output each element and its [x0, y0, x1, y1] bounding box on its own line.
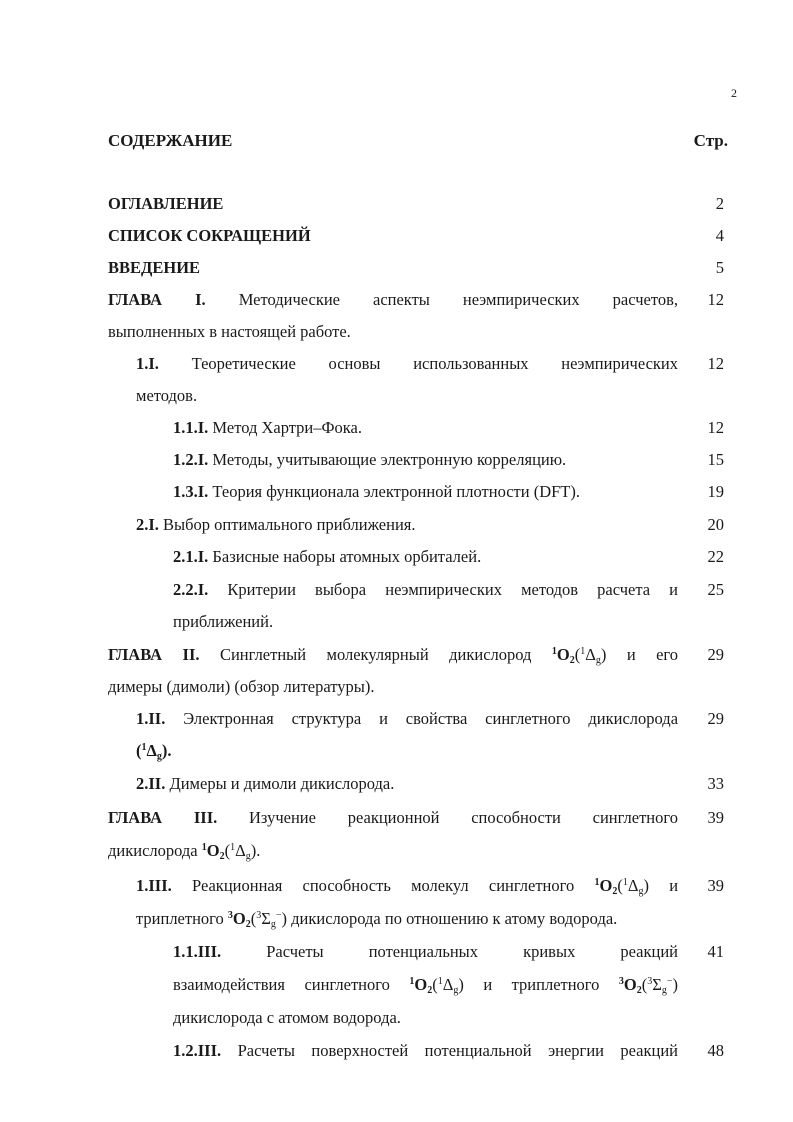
entry-text-continuation	[108, 835, 678, 868]
formula-singlet-o2: $^1O_2(^1\Delta_g)$	[409, 975, 464, 996]
entry-text-continuation	[136, 903, 678, 936]
entry-number: 2.1.I.	[173, 547, 209, 566]
entry-text-continuation: выполненных в настоящей работе.	[108, 322, 351, 341]
formula-triplet-o2: $^3O_2(^3\Sigma_g^-)$	[227, 909, 287, 930]
toc-entry[interactable]	[108, 252, 678, 285]
entry-title: ОГЛАВЛЕНИЕ	[108, 194, 224, 213]
entry-number: ГЛАВА I.	[108, 290, 206, 309]
entry-text: Методы, учитывающие электронную корреляцию.	[212, 450, 567, 469]
entry-number: 2.II.	[136, 774, 166, 793]
toc-entry[interactable]	[108, 220, 678, 253]
entry-text: Электронная структура и свойства синглетного дикислорода	[183, 709, 679, 728]
entry-text: дикислорода по отношению к атому водорода.	[291, 909, 618, 928]
entry-number: ГЛАВА II.	[108, 645, 200, 664]
entry-text: Реакционная способность молекул синглетного	[192, 876, 575, 895]
formula-triplet-o2: $^3O_2(^3\Sigma_g^-)$	[618, 975, 679, 996]
entry-number: 1.2.I.	[173, 450, 209, 469]
entry-text-continuation: методов.	[136, 386, 198, 405]
formula-delta-g: $(^1\Delta_g)$.	[136, 741, 172, 762]
toc-entry[interactable]	[108, 639, 678, 672]
entry-page: 22	[707, 547, 724, 566]
entry-number: 2.2.I.	[173, 580, 209, 599]
entry-page: 20	[707, 515, 724, 534]
toc-entry[interactable]	[136, 870, 678, 903]
toc-entry[interactable]	[173, 476, 678, 509]
page-title: СОДЕРЖАНИЕ	[108, 131, 233, 150]
entry-text: Теория функционала электронной плотности (DFT).	[212, 482, 580, 501]
entry-text-continuation	[173, 969, 678, 1002]
entry-page: 2	[715, 194, 724, 213]
toc-entry[interactable]	[173, 541, 678, 574]
entry-text: Синглетный молекулярный дикислород	[219, 645, 532, 664]
entry-text: триплетного	[136, 909, 224, 928]
entry-text: Метод Хартри–Фока.	[212, 418, 363, 437]
toc-entry[interactable]	[173, 412, 678, 445]
entry-page: 5	[715, 258, 724, 277]
entry-number: 2.I.	[136, 515, 159, 534]
formula-singlet-o2: $^1O_2(^1\Delta_g)$.	[201, 841, 261, 862]
entry-page: 39	[707, 808, 724, 827]
entry-title: СПИСОК СОКРАЩЕНИЙ	[108, 226, 311, 245]
toc-entry[interactable]	[136, 509, 678, 542]
entry-text: Методические аспекты неэмпирических расчетов,	[238, 290, 678, 309]
toc-entry[interactable]	[108, 284, 678, 317]
entry-number: 1.III.	[136, 876, 172, 895]
page-column-label: Стр.	[693, 131, 728, 150]
entry-text: Выбор оптимального приближения.	[163, 515, 416, 534]
entry-page: 33	[707, 774, 724, 793]
toc-entry[interactable]	[136, 703, 678, 736]
entry-number: 1.3.I.	[173, 482, 209, 501]
entry-page: 29	[707, 709, 724, 728]
entry-page: 41	[707, 942, 724, 961]
toc-entry[interactable]	[108, 802, 678, 835]
entry-number: 1.1.I.	[173, 418, 209, 437]
page-number: 2	[731, 86, 737, 100]
entry-title: ВВЕДЕНИЕ	[108, 258, 201, 277]
entry-page: 39	[707, 876, 724, 895]
formula-singlet-o2: $^1O_2(^1\Delta_g)$	[594, 876, 649, 897]
entry-text: и его	[626, 645, 679, 664]
toc-entry[interactable]	[173, 1035, 678, 1068]
entry-text: Изучение реакционной способности синглетного	[249, 808, 678, 827]
entry-text-continuation: приближений.	[173, 612, 274, 631]
entry-text: взаимодействия синглетного	[173, 975, 390, 994]
toc-entry[interactable]	[173, 444, 678, 477]
entry-text: Критерии выбора неэмпирических методов расчета и	[227, 580, 678, 599]
entry-page: 25	[707, 580, 724, 599]
entry-page: 12	[707, 354, 724, 373]
entry-number: 1.II.	[136, 709, 166, 728]
formula-singlet-o2: $^1O_2(^1\Delta_g)$	[551, 645, 607, 666]
entry-page: 15	[707, 450, 724, 469]
entry-text: дикислорода	[108, 841, 198, 860]
entry-page: 12	[707, 418, 724, 437]
entry-page: 48	[707, 1041, 724, 1060]
entry-page: 19	[707, 482, 724, 501]
entry-text: Расчеты поверхностей потенциальной энергии реакций	[237, 1041, 679, 1060]
entry-text: и	[669, 876, 679, 895]
entry-text: Димеры и димоли дикислорода.	[169, 774, 395, 793]
entry-page: 29	[707, 645, 724, 664]
entry-text-continuation: димеры (димоли) (обзор литературы).	[108, 677, 375, 696]
toc-entry[interactable]	[136, 768, 678, 801]
toc-entry[interactable]	[136, 348, 678, 381]
entry-text-continuation: дикислорода с атомом водорода.	[173, 1008, 401, 1027]
entry-text: Теоретические основы использованных неэмпирических	[191, 354, 679, 373]
entry-text: Расчеты потенциальных кривых реакций	[266, 942, 679, 961]
entry-number: 1.I.	[136, 354, 159, 373]
entry-number: ГЛАВА III.	[108, 808, 218, 827]
entry-number: 1.1.III.	[173, 942, 222, 961]
entry-page: 4	[715, 226, 724, 245]
entry-number: 1.2.III.	[173, 1041, 222, 1060]
toc-entry[interactable]	[173, 936, 678, 969]
toc-entry[interactable]	[108, 188, 678, 221]
entry-text: Базисные наборы атомных орбиталей.	[212, 547, 482, 566]
entry-page: 12	[707, 290, 724, 309]
toc-entry[interactable]	[173, 574, 678, 607]
entry-text: и триплетного	[483, 975, 600, 994]
